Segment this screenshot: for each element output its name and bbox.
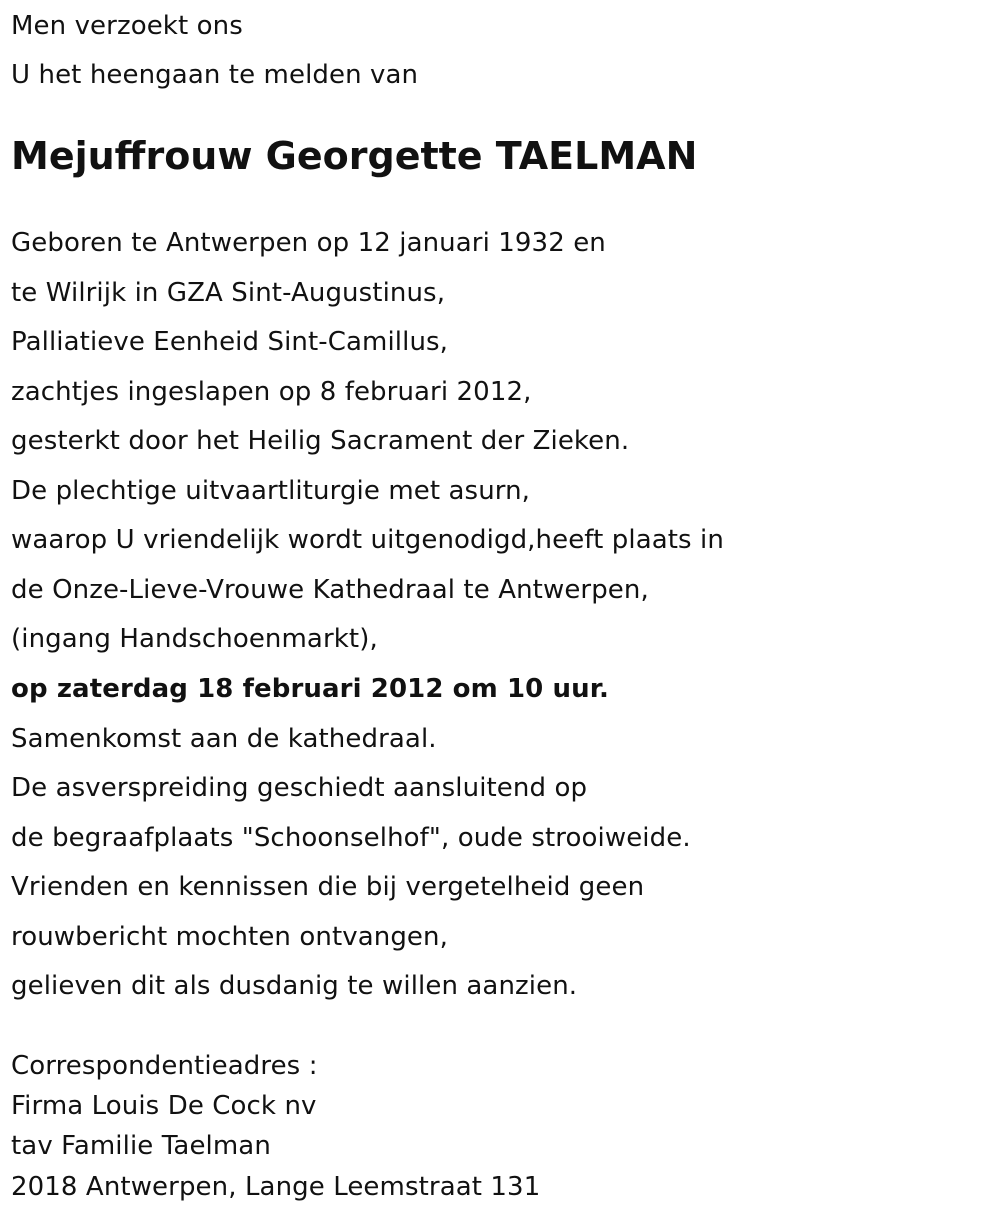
funeral-date-line: op zaterdag 18 februari 2012 om 10 uur. bbox=[11, 674, 609, 704]
body-line-3: Palliatieve Eenheid Sint-Camillus, bbox=[11, 327, 449, 357]
body-line-4: zachtjes ingeslapen op 8 februari 2012, bbox=[11, 377, 532, 407]
body-line-16: gelieven dit als dusdanig te willen aanzien. bbox=[11, 971, 578, 1001]
body-line-12: De asverspreiding geschiedt aansluitend op bbox=[11, 773, 588, 803]
body-line-13: de begraafplaats "Schoonselhof", oude strooiweide. bbox=[11, 823, 691, 853]
correspondence-address: 2018 Antwerpen, Lange Leemstraat 131 bbox=[11, 1172, 541, 1202]
correspondence-heading: Correspondentieadres : bbox=[11, 1051, 318, 1081]
intro-line-1: Men verzoekt ons bbox=[11, 11, 243, 41]
body-line-1: Geboren te Antwerpen op 12 januari 1932 en bbox=[11, 228, 606, 258]
body-line-7: waarop U vriendelijk wordt uitgenodigd,heeft plaats in bbox=[11, 525, 724, 555]
body-line-6: De plechtige uitvaartliturgie met asurn, bbox=[11, 476, 531, 506]
body-line-2: te Wilrijk in GZA Sint-Augustinus, bbox=[11, 278, 446, 308]
correspondence-company: Firma Louis De Cock nv bbox=[11, 1091, 317, 1121]
body-line-15: rouwbericht mochten ontvangen, bbox=[11, 922, 448, 952]
body-line-8: de Onze-Lieve-Vrouwe Kathedraal te Antwerpen, bbox=[11, 575, 649, 605]
deceased-name-title: Mejuffrouw Georgette TAELMAN bbox=[11, 134, 698, 178]
body-line-11: Samenkomst aan de kathedraal. bbox=[11, 724, 437, 754]
body-line-14: Vrienden en kennissen die bij vergetelheid geen bbox=[11, 872, 645, 902]
body-line-5: gesterkt door het Heilig Sacrament der Zieken. bbox=[11, 426, 630, 456]
body-line-9: (ingang Handschoenmarkt), bbox=[11, 624, 378, 654]
intro-line-2: U het heengaan te melden van bbox=[11, 60, 419, 90]
correspondence-attention: tav Familie Taelman bbox=[11, 1131, 271, 1161]
